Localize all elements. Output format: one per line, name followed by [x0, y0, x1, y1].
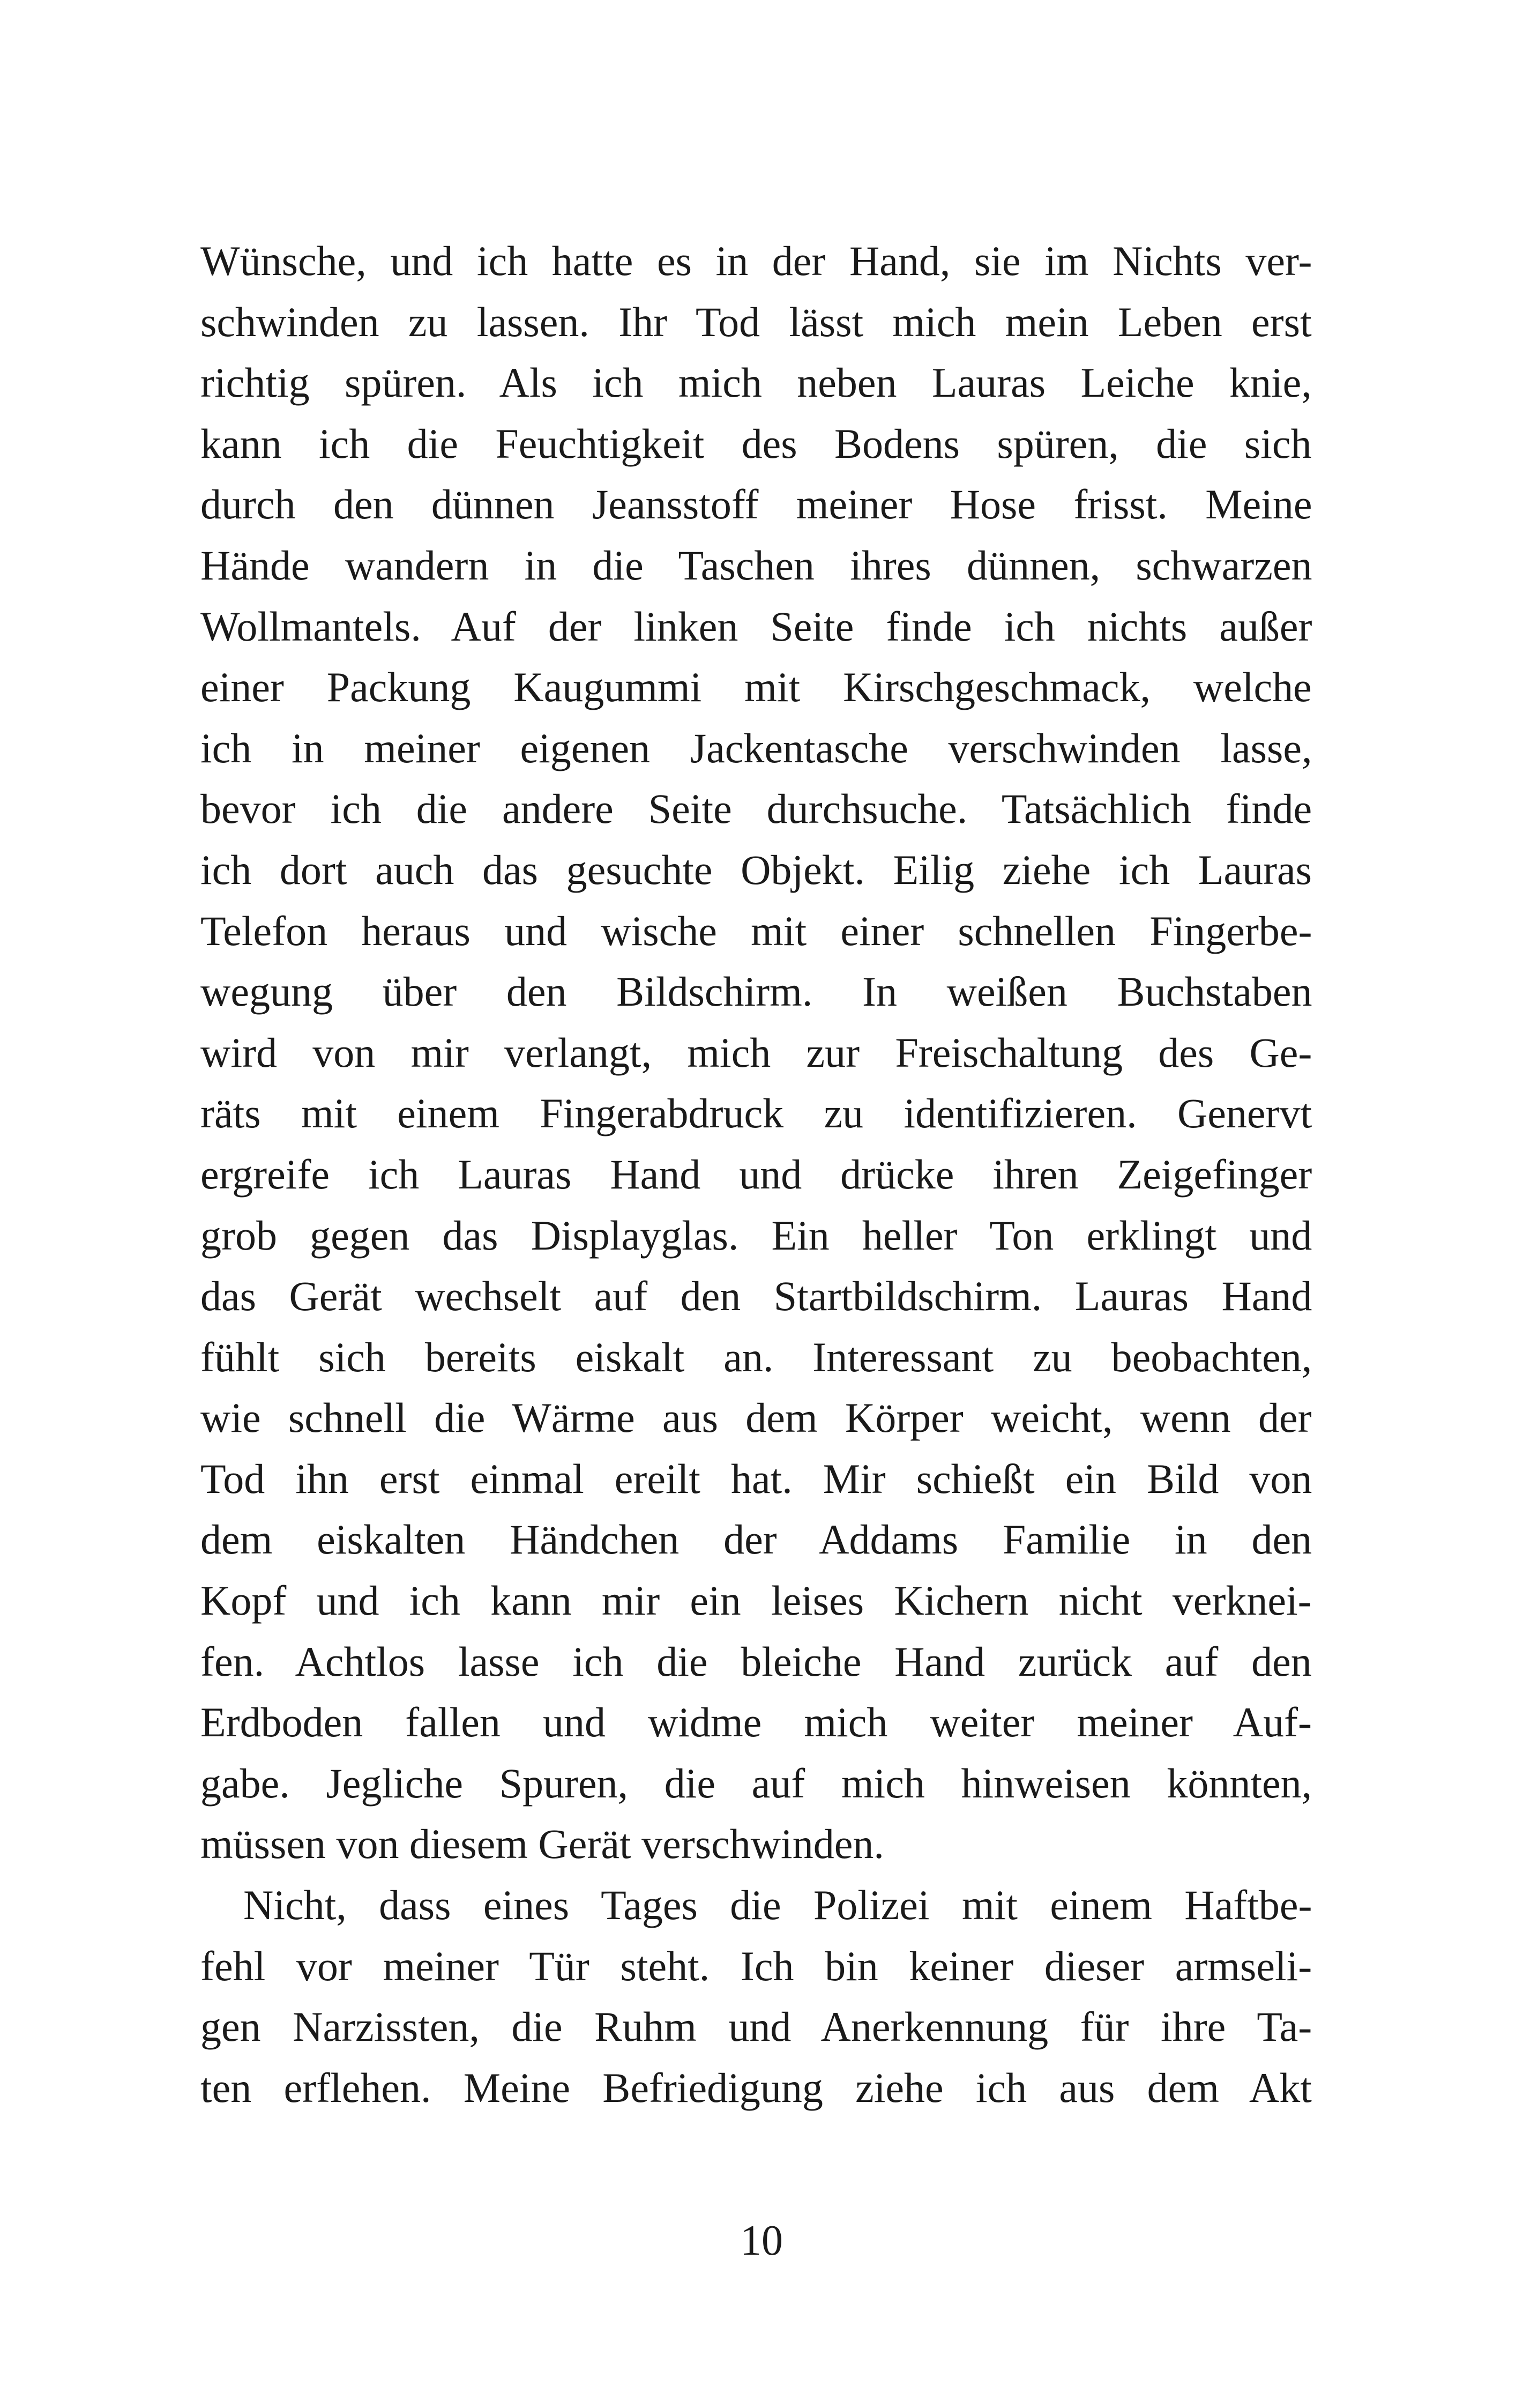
text-line: bevor ich die andere Seite durchsuche. Tatsächlich finde — [200, 785, 1312, 833]
text-line: ergreife ich Lauras Hand und drücke ihren Zeigefinger — [200, 1150, 1312, 1198]
text-line: fehl vor meiner Tür steht. Ich bin keiner dieser armseli- — [200, 1942, 1312, 1989]
text-line: Wollmantels. Auf der linken Seite finde ich nichts außer — [200, 603, 1312, 650]
text-line: Erdboden fallen und widme mich weiter meiner Auf- — [200, 1699, 1312, 1746]
text-line: einer Packung Kaugummi mit Kirschgeschmack, welche — [200, 664, 1312, 711]
text-line: ich in meiner eigenen Jackentasche verschwinden lasse, — [200, 724, 1312, 771]
text-line: Telefon heraus und wische mit einer schnellen Fingerbe- — [200, 907, 1312, 954]
text-line: räts mit einem Fingerabdruck zu identifizieren. Genervt — [200, 1090, 1312, 1137]
text-line: schwinden zu lassen. Ihr Tod lässt mich mein Leben erst — [200, 298, 1312, 345]
text-line: Nicht, dass eines Tages die Polizei mit einem Haftbe- — [243, 1882, 1312, 1929]
body-text — [200, 231, 1312, 2118]
page-number: 10 — [740, 2217, 783, 2264]
text-line: fühlt sich bereits eiskalt an. Interessant zu beobachten, — [200, 1333, 1312, 1380]
text-line: Tod ihn erst einmal ereilt hat. Mir schießt ein Bild von — [200, 1455, 1312, 1502]
text-line: ten erflehen. Meine Befriedigung ziehe ich aus dem Akt — [200, 2064, 1312, 2111]
text-line: richtig spüren. Als ich mich neben Lauras Leiche knie, — [200, 359, 1312, 406]
text-line: fen. Achtlos lasse ich die bleiche Hand zurück auf den — [200, 1638, 1312, 1685]
text-line: gen Narzissten, die Ruhm und Anerkennung für ihre Ta- — [200, 2003, 1312, 2050]
text-line: Wünsche, und ich hatte es in der Hand, sie im Nichts ver- — [200, 237, 1312, 284]
text-line: kann ich die Feuchtigkeit des Bodens spüren, die sich — [200, 420, 1312, 467]
text-line: wird von mir verlangt, mich zur Freischaltung des Ge- — [200, 1029, 1312, 1076]
text-line: wegung über den Bildschirm. In weißen Buchstaben — [200, 968, 1312, 1015]
text-line: grob gegen das Displayglas. Ein heller Ton erklingt und — [200, 1212, 1312, 1259]
text-line: dem eiskalten Händchen der Addams Familie in den — [200, 1516, 1312, 1563]
text-line: gabe. Jegliche Spuren, die auf mich hinweisen könnten, — [200, 1759, 1312, 1807]
text-line: ich dort auch das gesuchte Objekt. Eilig ziehe ich Lauras — [200, 846, 1312, 893]
text-line: durch den dünnen Jeansstoff meiner Hose frisst. Meine — [200, 481, 1312, 528]
text-line: wie schnell die Wärme aus dem Körper weicht, wenn der — [200, 1394, 1312, 1441]
text-line: Hände wandern in die Taschen ihres dünnen, schwarzen — [200, 541, 1312, 589]
text-line: das Gerät wechselt auf den Startbildschirm. Lauras Hand — [200, 1273, 1312, 1320]
text-line: müssen von diesem Gerät verschwinden. — [200, 1820, 884, 1868]
text-line: Kopf und ich kann mir ein leises Kichern nicht verknei- — [200, 1577, 1312, 1624]
